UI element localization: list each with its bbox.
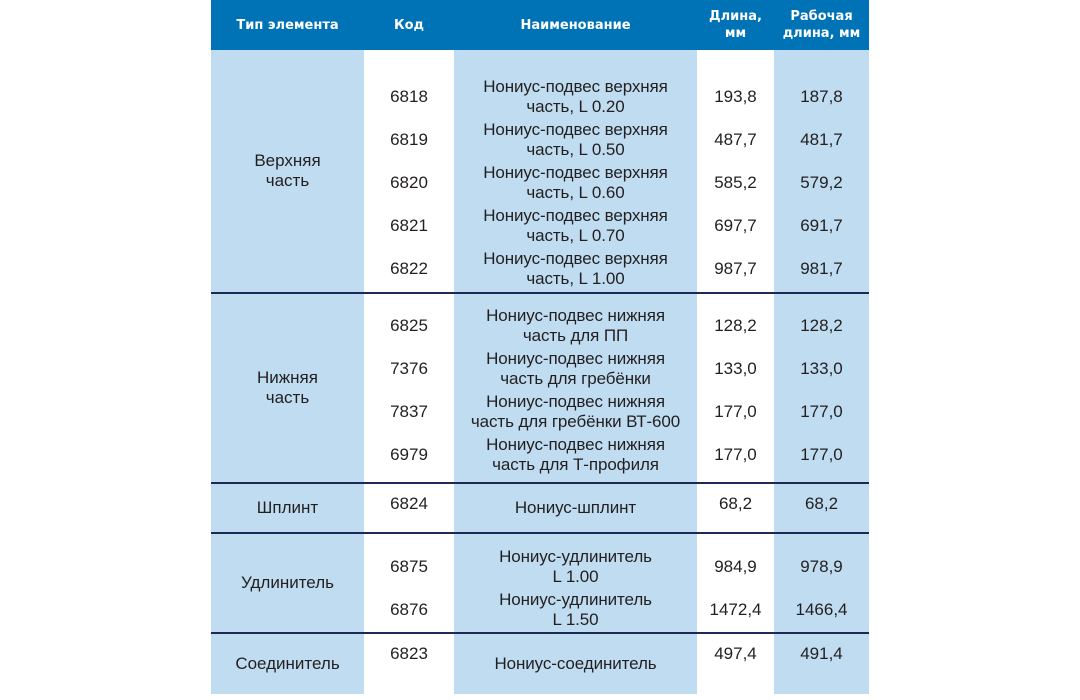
code-cell: 6822 [390, 259, 428, 278]
length-cell: 585,2 [714, 173, 757, 192]
product-table [211, 0, 869, 694]
work-length-cell: 691,7 [800, 216, 843, 235]
name-cell: Нониус-подвес нижняя часть для Т-профиля [486, 435, 665, 474]
code-cell: 6819 [390, 130, 428, 149]
code-cell: 6821 [390, 216, 428, 235]
table-header [211, 0, 869, 50]
work-length-cell: 481,7 [800, 130, 843, 149]
code-cell: 6823 [390, 644, 428, 663]
name-cell: Нониус-подвес верхняя часть, L 0.20 [483, 77, 668, 116]
work-length-cell: 68,2 [804, 494, 839, 513]
work-length-cell: 133,0 [800, 359, 843, 378]
header-code: Код [393, 17, 425, 33]
length-cell: 987,7 [714, 259, 757, 278]
code-cell: 6875 [390, 557, 428, 576]
header-name: Наименование [520, 17, 631, 33]
length-cell: 984,9 [714, 557, 757, 576]
code-cell: 7376 [390, 359, 428, 378]
length-cell: 128,2 [714, 316, 757, 335]
length-cell: 68,2 [718, 494, 753, 513]
work-length-cell: 187,8 [800, 87, 843, 106]
code-cell: 6876 [390, 600, 428, 619]
header-work-length: Рабочая длина, мм [782, 9, 861, 41]
length-cell: 193,8 [714, 87, 757, 106]
group-type-label: Верхняя часть [254, 151, 321, 190]
name-cell: Нониус-шплинт [514, 498, 637, 517]
name-cell: Нониус-удлинитель L 1.50 [499, 590, 652, 629]
length-cell: 697,7 [714, 216, 757, 235]
code-cell: 6979 [390, 445, 428, 464]
name-cell: Нониус-соединитель [494, 654, 657, 673]
length-cell: 497,4 [714, 644, 757, 663]
name-cell: Нониус-подвес нижняя часть для гребёнки ВТ-600 [470, 392, 681, 431]
work-length-cell: 978,9 [800, 557, 843, 576]
length-cell: 1472,4 [709, 600, 762, 619]
header-type: Тип элемента [236, 17, 339, 33]
code-cell: 6825 [390, 316, 428, 335]
name-cell: Нониус-подвес верхняя часть, L 0.60 [483, 163, 668, 202]
group-type-label: Шплинт [256, 498, 319, 517]
name-cell: Нониус-удлинитель L 1.00 [499, 547, 652, 586]
code-cell: 7837 [390, 402, 428, 421]
length-cell: 487,7 [714, 130, 757, 149]
length-cell: 177,0 [714, 445, 757, 464]
name-cell: Нониус-подвес нижняя часть для ПП [486, 306, 665, 345]
header-length: Длина, мм [709, 9, 762, 41]
length-cell: 133,0 [714, 359, 757, 378]
code-cell: 6818 [390, 87, 428, 106]
work-length-cell: 579,2 [800, 173, 843, 192]
table-body [211, 50, 869, 694]
group-type-label: Нижняя часть [257, 368, 318, 407]
work-length-cell: 981,7 [800, 259, 843, 278]
work-length-cell: 128,2 [800, 316, 843, 335]
name-cell: Нониус-подвес верхняя часть, L 0.70 [483, 206, 668, 245]
name-cell: Нониус-подвес верхняя часть, L 1.00 [483, 249, 668, 288]
code-cell: 6824 [390, 494, 428, 513]
group-type-label: Соединитель [235, 654, 340, 673]
code-cell: 6820 [390, 173, 428, 192]
work-length-cell: 1466,4 [795, 600, 848, 619]
work-length-cell: 491,4 [800, 644, 843, 663]
name-cell: Нониус-подвес верхняя часть, L 0.50 [483, 120, 668, 159]
name-cell: Нониус-подвес нижняя часть для гребёнки [486, 349, 665, 388]
group-type-label: Удлинитель [241, 573, 334, 592]
length-cell: 177,0 [714, 402, 757, 421]
work-length-cell: 177,0 [800, 445, 843, 464]
work-length-cell: 177,0 [800, 402, 843, 421]
